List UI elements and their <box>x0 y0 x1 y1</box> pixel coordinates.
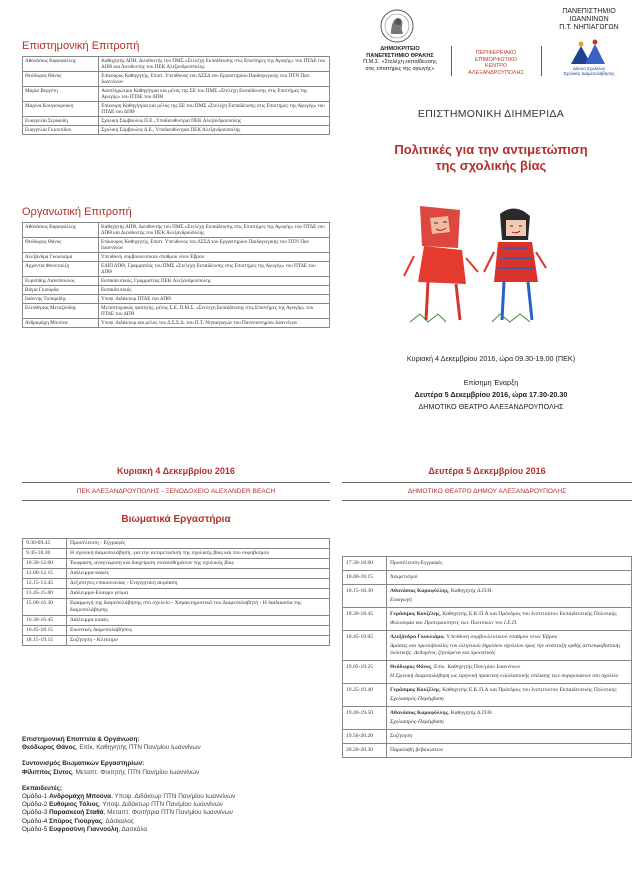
event-date-line: Κυριακή 4 Δεκεμβρίου 2016, ώρα 09.30-19.00 (ΠΕΚ) <box>406 354 576 363</box>
session-topic: Εισαγωγή <box>390 597 412 603</box>
day1-row <box>23 549 330 559</box>
pek-line3: ΚΕΝΤΡΟ <box>484 63 508 70</box>
session-time: 15.00-16.30 <box>23 599 67 616</box>
speaker-role: , Καθηγητής Ε.Κ.Π.Α και Πρόεδρος του Ινστιτούτου Εκπαιδευτικής Πολιτικής <box>439 611 617 617</box>
day2-row <box>343 730 632 744</box>
speaker-name: Γεράσιμος Κουζέλης <box>390 611 440 617</box>
uoi-logo-line2: Σχολικής Διαμεσολάβησης <box>563 71 615 77</box>
trainer-name: Ευθύμιος Τόλιος <box>49 801 99 809</box>
session-text: Διάλειμμα καφές <box>67 616 330 626</box>
committee-row <box>23 87 330 102</box>
session-text: Η σχολική διαμεσολάβηση, για την αντιμετώπιση της σχολικής βίας και του εκφοβισμού <box>67 549 330 559</box>
session-time: 18.45-19.05 <box>343 631 387 661</box>
day1-rule-bottom <box>22 500 330 501</box>
trainer-role: , Υποψ. Διδάκτωρ ΠΤΝ Παν/μίου Ιωαννίνων <box>111 793 236 801</box>
session-time: 18.15-18.30 <box>343 585 387 608</box>
session-topic: Σχολιασμός-Παρέμβαση <box>390 719 444 725</box>
committee-row <box>23 117 330 126</box>
group-label: Ομάδα-2 <box>22 801 48 809</box>
day1-schedule-table <box>22 538 330 646</box>
credits-coord-line <box>22 769 332 777</box>
day2-row <box>343 608 632 631</box>
group-label: Ομάδα-4 <box>22 817 48 825</box>
session-speaker-line <box>390 710 628 717</box>
member-role: Υποψ. Διδάκτωρ και μέλος του Δ.Σ.Σ.Δ. του Π.Τ. Νηπιαγωγών του Πανεπιστημίου Ιωαννίνων <box>99 319 330 328</box>
day1-credits <box>22 736 332 834</box>
member-name: Ελευθέριος Μεταξούδης <box>23 304 99 319</box>
session-text <box>387 608 632 631</box>
day1-row <box>23 626 330 636</box>
pek-line2: ΕΠΙΜΟΡΦΩΤΙΚΟ <box>474 56 517 63</box>
uoi-line3: Π.Τ. ΝΗΠΙΑΓΩΓΩΝ <box>559 24 619 31</box>
session-time: 19.50-20.20 <box>343 730 387 744</box>
trainer-role: , Μεταπτ. Φοιτήτρια ΠΤΝ Παν/μίου Ιωαννίνων <box>103 809 233 817</box>
opening-venue: ΔΗΜΟΤΙΚΟ ΘΕΑΤΡΟ ΑΛΕΞΑΝΔΡΟΥΠΟΛΗΣ <box>418 402 564 411</box>
member-name: Ιωάννης Τυπαρίδης <box>23 295 99 304</box>
committee-row <box>23 262 330 277</box>
member-role: Καθηγητής ΔΠΘ, Διευθυντής του ΠΜΣ «Στελέχη Εκπαίδευσης στις Επιστήμες της Αγωγής» του ΠΤΔΕ του ΔΠΘ και Διευθυντής του ΠΕΚ Αλεξανδρούπολης <box>99 223 330 238</box>
member-role: Εκπαιδευτικός, Γραμματέας ΠΕΚ Αλεξανδρούπολης <box>99 277 330 286</box>
member-role: Επίκουρη Καθηγήτρια και μέλος της ΣΕ του ΠΜΣ «Στελέχη Εκπαίδευσης στις Επιστήμες της Αγωγής» του ΠΤΔΕ του ΔΠΘ <box>99 102 330 117</box>
session-time: 18.00-18.15 <box>343 571 387 585</box>
member-name: Αθανάσιος Καραφύλλης <box>23 57 99 72</box>
member-role: Μεταπτυχιακός φοιτητής, μέλος Σ.Ε. Π.Μ.Σ. «Στελέχη Εκπαίδευσης στις Επιστήμες της Αγωγής» του ΠΤΔΕ του ΔΠΘ <box>99 304 330 319</box>
speaker-role: Χαιρετισμοί <box>390 574 418 580</box>
member-name: Ανδρομάχη Μπούνα <box>23 319 99 328</box>
credits-sci-name: Θεόδωρος Θάνος <box>22 744 76 752</box>
session-text: Εφαρμογή της διαμεσολάβησης στο σχολείο - Χαρακτηριστικά του Διαμεσολαβητή - Η διαδικασία της διαμεσολάβησης <box>67 599 330 616</box>
day1-venue: ΠΕΚ ΑΛΕΞΑΝΔΡΟΥΠΟΛΗΣ - ΞΕΝΟΔΟΧΕΙΟ ALEXANDER BEACH <box>76 488 276 495</box>
member-name: Θεόδωρος Θάνος <box>23 72 99 87</box>
speaker-name: Αθανάσιος Καραφύλλης <box>390 588 448 594</box>
credits-coord-head: Συντονισμός Βιωματικών Εργαστηρίων: <box>22 760 145 768</box>
session-text: Προσέλευση - Εγγραφές <box>67 539 330 549</box>
duth-seal-icon <box>379 8 415 44</box>
member-name: Αλεξάνδρα Γκουλιάμα <box>23 253 99 262</box>
session-time: 13.45-15.00 <box>23 589 67 599</box>
day2-row <box>343 661 632 684</box>
speaker-role: , Καθηγητής Δ.Π.Θ. <box>447 588 493 594</box>
committee-row <box>23 238 330 253</box>
speaker-role: , Υπεύθυνη συμβουλευτικού σταθμού νέων Έβρου <box>443 634 558 640</box>
opening-label: Επίσημη Έναρξη <box>463 378 519 387</box>
committee-row <box>23 102 330 117</box>
member-name: Μαρία Βεργέτη <box>23 87 99 102</box>
pek-line1: ΠΕΡΙΦΕΡΕΙΑΚΟ <box>475 50 517 56</box>
session-time: 10.30-12.00 <box>23 559 67 569</box>
day1-row <box>23 569 330 579</box>
trainer-name: Ευφροσύνη Γιαννούλη <box>49 825 119 833</box>
trainer-group <box>22 793 332 801</box>
uoi-line2: ΙΩΑΝΝΙΝΩΝ <box>569 16 609 23</box>
day2-venue: ΔΗΜΟΤΙΚΟ ΘΕΑΤΡΟ ΔΗΜΟΥ ΑΛΕΞΑΝΔΡΟΥΠΟΛΗΣ <box>407 488 567 495</box>
trainer-group <box>22 818 332 826</box>
day2-rule-top <box>342 482 632 483</box>
member-name: Ευριπίδης Λιανόπουλος <box>23 277 99 286</box>
credits-trainers-head: Εκπαιδευτές: <box>22 784 63 792</box>
event-title-line1: Πολιτικές για την αντιμετώπιση <box>394 142 588 157</box>
committee-row <box>23 304 330 319</box>
member-name: Θεόδωρος Θάνος <box>23 238 99 253</box>
credits-sci-role: , Επίκ. Καθηγητής ΠΤΝ Παν/μίου Ιωαννίνων <box>75 744 201 752</box>
session-speaker-line <box>390 664 628 671</box>
speaker-role: Παραλαβή βεβαιώσεων <box>390 747 444 753</box>
session-time: 16.45-18.15 <box>23 626 67 636</box>
session-text <box>387 744 632 758</box>
member-name: Ευαγγελία Σεροφιδη <box>23 117 99 126</box>
session-time: 19.25-19.40 <box>343 684 387 707</box>
session-time: 19.40-19.50 <box>343 707 387 730</box>
session-time: 18.15-19.15 <box>23 636 67 646</box>
session-text: Εικονικές διαμεσολαβήσεις <box>67 626 330 636</box>
trainer-name: Σπύρος Γιούργας <box>49 817 103 825</box>
mediation-network-logo-icon <box>567 38 611 66</box>
day1-row <box>23 636 330 646</box>
session-topic: Δράσεις και πρωτοβουλίες του ελληνικού δημόσιου σχολείου προς την ανάπτυξη ορθής αντιεκφοβιστικής πολιτικής: Δεδομένα, ζητούμενα και προοπτικές <box>390 643 621 656</box>
member-role: Σχολική Σύμβουλος Δ.Ε., Υποδιευθύντρια ΠΕΚ Αλεξανδρούπολης <box>99 126 330 135</box>
session-topic: Σχολιασμός-Παρέμβαση <box>390 696 444 702</box>
session-text: Δεξιότητες επικοινωνίας - Ενεργητική ακρόαση <box>67 579 330 589</box>
day2-row <box>343 684 632 707</box>
session-time: 9.45-10.30 <box>23 549 67 559</box>
session-text <box>387 661 632 684</box>
session-text <box>387 730 632 744</box>
trainer-name: Παρασκευή Σταθά <box>49 809 104 817</box>
session-text <box>387 557 632 571</box>
day1-row <box>23 579 330 589</box>
session-time: 16.30-16.45 <box>23 616 67 626</box>
member-role: Σχολική Σύμβουλος Π.Ε., Υποδιευθύντρια ΠΕΚ Αλεξανδρούπολης <box>99 117 330 126</box>
speaker-role: Προσέλευση-Εγγραφές <box>390 560 443 566</box>
session-topic: Η Σχολική Διαμεσολάβηση ως ειρηνική πρακτική εναλλακτικής επίλυσης των συγκρούσεων στο σχολείο <box>390 673 619 679</box>
session-text: Έκφραση, αναγνώριση και διαχείριση συναισθημάτων της σχολικής βίας <box>67 559 330 569</box>
children-drawing-illustration <box>400 196 550 326</box>
day1-row <box>23 539 330 549</box>
committee-row <box>23 72 330 87</box>
session-text: Διάλειμμα-καφές <box>67 569 330 579</box>
session-speaker-line <box>390 634 628 641</box>
organizing-committee-table <box>22 222 330 328</box>
duth-line4: στις επιστήμες της αγωγής» <box>365 65 435 72</box>
day2-title: Δευτέρα 5 Δεκεμβρίου 2016 <box>428 466 546 476</box>
speaker-role: , Καθηγητής Ε.Κ.Π.Α και Πρόεδρος του Ινστιτούτου Εκπαιδευτικής Πολιτικής <box>439 687 617 693</box>
day2-rule-bottom <box>342 500 632 501</box>
header-divider-2 <box>541 46 542 76</box>
pek-name <box>453 50 539 76</box>
member-name: Μαρίνα Κουγιουρούκη <box>23 102 99 117</box>
day1-row <box>23 616 330 626</box>
duth-line2: ΠΑΝΕΠΙΣΤΗΜΙΟ ΘΡΑΚΗΣ <box>366 52 434 59</box>
member-role: Υποψ. Διδάκτωρ ΠΤΔΕ του ΔΠΘ <box>99 295 330 304</box>
session-time: 17.30-18.00 <box>343 557 387 571</box>
session-text <box>387 571 632 585</box>
day2-row <box>343 557 632 571</box>
trainers-list <box>22 793 332 834</box>
event-kind: ΕΠΙΣΤΗΜΟΝΙΚΗ ΔΙΗΜΕΡΙΔΑ <box>417 108 565 120</box>
day2-row <box>343 631 632 661</box>
duth-name <box>355 46 445 72</box>
session-speaker-line <box>390 560 628 567</box>
session-text <box>387 631 632 661</box>
group-label: Ομάδα-5 <box>22 825 48 833</box>
day2-row <box>343 707 632 730</box>
group-label: Ομάδα-1 <box>22 793 48 801</box>
committee-row <box>23 223 330 238</box>
session-speaker-line <box>390 574 628 581</box>
day2-row <box>343 571 632 585</box>
trainer-role: , Υποψ. Διδάκτωρ ΠΤΝ Παν/μίου Ιωαννίνων <box>98 801 223 809</box>
member-role: Υπεύθυνη συμβουλευτικού σταθμού νέων Έβρου <box>99 253 330 262</box>
opening-date: Δευτέρα 5 Δεκεμβρίου 2016, ώρα 17.30-20.30 <box>414 390 568 399</box>
session-speaker-line <box>390 733 628 740</box>
session-time: 12.00-12.15 <box>23 569 67 579</box>
speaker-role: Συζήτηση <box>390 733 413 739</box>
trainer-name: Ανδρομάχη Μπούνα <box>49 793 112 801</box>
credits-coord-name: Φίλιππος Σίντος <box>22 768 73 776</box>
member-role: Επίκουρος Καθηγητής, Επιστ. Υπεύθυνος του ΔΣΣΔ του Εργαστηρίου Παιδαγωγικής του ΠΤΝ Παν. Ιωαννίνων <box>99 72 330 87</box>
member-role: Αναπληρώτρια Καθηγήτρια και μέλος της ΣΕ του ΠΜΣ «Στελέχη Εκπαίδευσης στις Επιστήμες της Αγωγής» του ΠΤΔΕ του ΔΠΘ <box>99 87 330 102</box>
member-name: Βάγια Γκιούρδα <box>23 286 99 295</box>
speaker-name: Αθανάσιος Καραφύλλης <box>390 710 448 716</box>
day1-title: Κυριακή 4 Δεκεμβρίου 2016 <box>117 466 235 476</box>
uoi-name <box>545 8 633 32</box>
member-role: Καθηγητής ΔΠΘ, Διευθυντής του ΠΜΣ «Στελέχη Εκπαίδευσης στις Επιστήμες της Αγωγής» του ΠΤΔΕ του ΔΠΘ και Διευθυντής του ΠΕΚ Αλεξανδρούπολης <box>99 57 330 72</box>
uoi-logo-line1: Δίκτυο Σχολείων <box>573 66 605 71</box>
session-text: Συζήτηση - Κλείσιμο <box>67 636 330 646</box>
credits-coord-role: , Μεταπτ. Φοιτητής ΠΤΝ Παν/μίου Ιωαννίνων <box>72 768 200 776</box>
trainer-role: , Δάσκαλος <box>102 817 134 825</box>
day1-rule-top <box>22 482 330 483</box>
organizing-committee-title: Οργανωτική Επιτροπή <box>22 206 132 218</box>
session-topic: Φιλοσοφία και Προτεραιότητες των Πολιτικών του Ι.Ε.Π. <box>390 620 518 626</box>
session-speaker-line <box>390 747 628 754</box>
session-text: Διάλειμμα-Ελαφρύ γεύμα <box>67 589 330 599</box>
session-time: 19.05-19.25 <box>343 661 387 684</box>
day1-row <box>23 599 330 616</box>
trainer-group <box>22 826 332 834</box>
committee-row <box>23 295 330 304</box>
day1-row <box>23 559 330 569</box>
duth-line1: ΔΗΜΟΚΡΙΤΕΙΟ <box>380 46 420 52</box>
session-time: 12.15-13.45 <box>23 579 67 589</box>
session-speaker-line <box>390 611 628 618</box>
speaker-name: Αλεξάνδρα Γκουλιάμα <box>390 634 444 640</box>
group-label: Ομάδα-3 <box>22 809 48 817</box>
scientific-committee-table <box>22 56 330 135</box>
pek-line4: ΑΛΕΞΑΝΔΡΟΥΠΟΛΗΣ <box>468 69 524 76</box>
event-title <box>342 142 640 174</box>
event-title-line2: της σχολικής βίας <box>435 158 547 173</box>
session-text <box>387 707 632 730</box>
scientific-committee-title: Επιστημονική Επιτροπή <box>22 40 140 52</box>
member-role: Εκπαιδευτικός <box>99 286 330 295</box>
speaker-name: Γεράσιμος Κουζέλης <box>390 687 440 693</box>
speaker-name: Θεόδωρος Θάνος <box>390 664 432 670</box>
day2-row <box>343 585 632 608</box>
header-divider-1 <box>451 46 452 76</box>
committee-row <box>23 277 330 286</box>
member-name: Αρχοντία Φουντούζη <box>23 262 99 277</box>
session-time: 20.20-20.30 <box>343 744 387 758</box>
committee-row <box>23 57 330 72</box>
mediation-network-label <box>551 66 627 76</box>
member-role: ΕΔΙΠ ΔΠΘ, Γραμματέας του ΠΜΣ «Στελέχη Εκπαίδευσης στις Επιστήμες της Αγωγής» του ΠΤΔΕ του ΔΠΘ <box>99 262 330 277</box>
duth-line3: Π.Μ.Σ. «Στελέχη εκπαίδευσης <box>363 59 437 66</box>
committee-row <box>23 253 330 262</box>
credits-sci-head: Επιστημονική Εποπτεία & Οργάνωση: <box>22 736 140 743</box>
committee-row <box>23 126 330 135</box>
session-text <box>387 585 632 608</box>
day2-row <box>343 744 632 758</box>
committee-row <box>23 286 330 295</box>
session-speaker-line <box>390 687 628 694</box>
credits-sci-line <box>22 744 332 752</box>
session-time: 18.30-18.45 <box>343 608 387 631</box>
member-name: Αθανάσιος Καραφύλλης <box>23 223 99 238</box>
member-name: Ευαγγελία Γκιουτίδου <box>23 126 99 135</box>
uoi-line1: ΠΑΝΕΠΙΣΤΗΜΙΟ <box>562 8 616 15</box>
session-text <box>387 684 632 707</box>
session-speaker-line <box>390 588 628 595</box>
day1-row <box>23 589 330 599</box>
day2-schedule-table <box>342 556 632 758</box>
day1-subtitle: Βιωματικά Εργαστήρια <box>121 514 231 525</box>
trainer-group <box>22 809 332 817</box>
session-time: 9.30-09.45 <box>23 539 67 549</box>
member-role: Επίκουρος Καθηγητής, Επιστ. Υπεύθυνος του ΔΣΣΔ του Εργαστηρίου Παιδαγωγικής του ΠΤΝ Παν. Ιωαννίνων <box>99 238 330 253</box>
committee-row <box>23 319 330 328</box>
speaker-role: , Επίκ. Καθηγητής Παν/μίου Ιωαννίνων <box>431 664 521 670</box>
header-logos <box>355 8 633 103</box>
speaker-role: , Καθηγητής Δ.Π.Θ. <box>447 710 493 716</box>
trainer-role: , Δασκάλα <box>118 825 148 833</box>
